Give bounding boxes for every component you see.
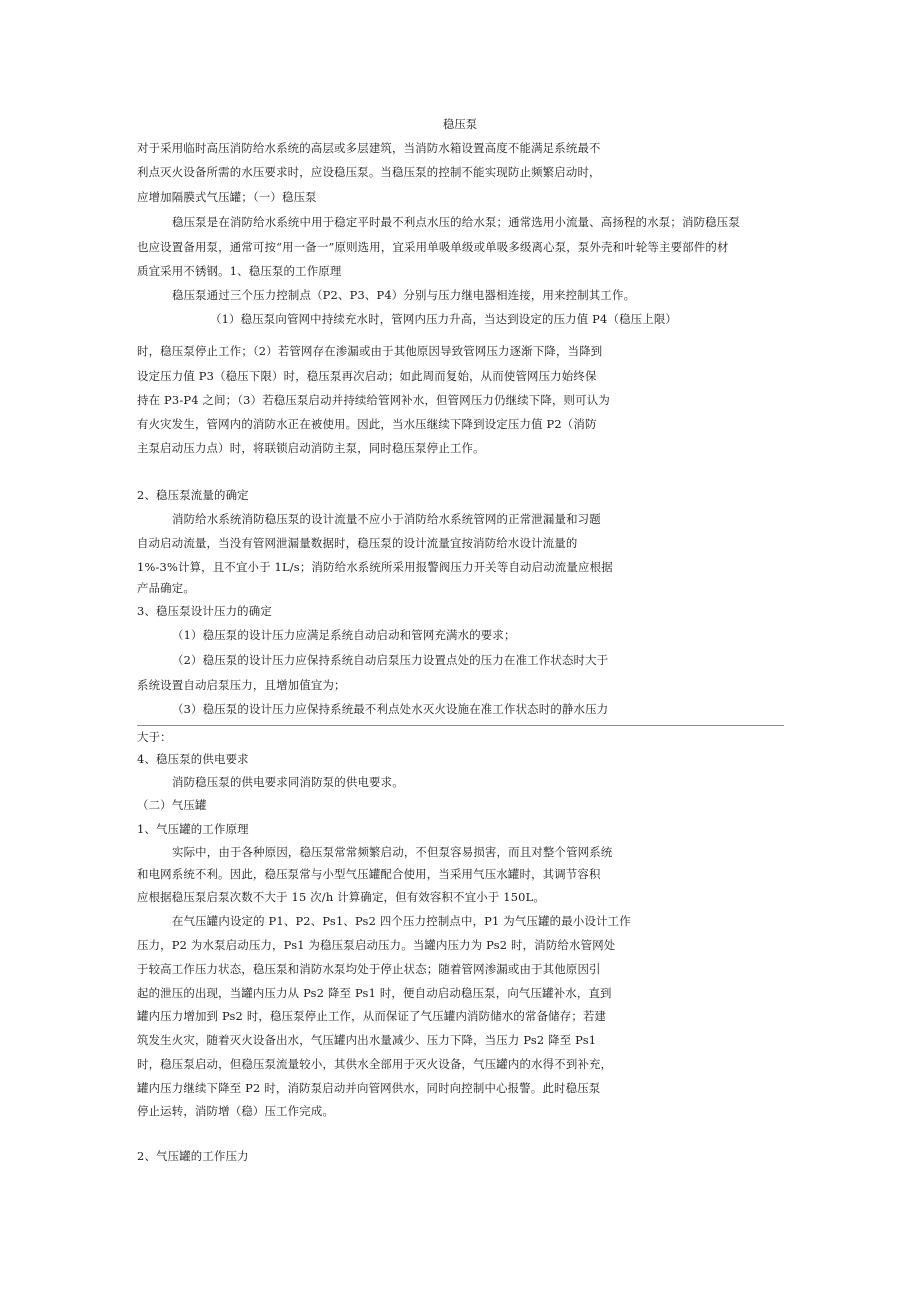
document-title: 稳压泵 bbox=[442, 117, 478, 131]
text-line: （1）稳压泵的设计压力应满足系统自动启动和管网充满水的要求； bbox=[172, 628, 516, 642]
section-heading: 2、稳压泵流量的确定 bbox=[137, 488, 249, 502]
section-heading: （二）气压罐 bbox=[137, 798, 207, 812]
text-line: 实际中，由于各种原因，稳压泵常常频繁启动，不但泵容易损害，而且对整个管网系统 bbox=[172, 845, 613, 859]
section-heading: 2、气压罐的工作压力 bbox=[137, 1149, 249, 1163]
page-divider bbox=[137, 725, 784, 726]
section-heading: 1、气压罐的工作原理 bbox=[137, 822, 249, 836]
text-line: 罐内压力继续下降至 P2 时，消防泵启动并向管网供水，同时向控制中心报警。此时稳压泵 bbox=[137, 1081, 601, 1095]
section-heading: 3、稳压泵设计压力的确定 bbox=[137, 604, 272, 618]
text-line: 质宜采用不锈钢。1、稳压泵的工作原理 bbox=[137, 264, 342, 278]
text-line: 消防稳压泵的供电要求同消防泵的供电要求。 bbox=[172, 775, 404, 789]
section-heading: 4、稳压泵的供电要求 bbox=[137, 752, 249, 766]
text-line: 在气压罐内设定的 P1、P2、Ps1、Ps2 四个压力控制点中，P1 为气压罐的最小设计工作 bbox=[172, 914, 631, 928]
text-line: 自动启动流量，当没有管网泄漏量数据时，稳压泵的设计流量宜按消防给水设计流量的 bbox=[137, 536, 578, 550]
text-line: 应根据稳压泵启泵次数不大于 15 次/h 计算确定，但有效容积不宜小于 150L。 bbox=[137, 890, 545, 904]
text-line: 产品确定。 bbox=[137, 581, 195, 595]
text-line: 停止运转，消防增（稳）压工作完成。 bbox=[137, 1104, 335, 1118]
text-line: 主泵启动压力点）时，将联锁启动消防主泵，同时稳压泵停止工作。 bbox=[137, 441, 485, 455]
text-line: 对于采用临时高压消防给水系统的高层或多层建筑，当消防水箱设置高度不能满足系统最不 bbox=[137, 141, 601, 155]
text-line: 起的泄压的出现，当罐内压力从 Ps2 降至 Ps1 时，便自动启动稳压泵，向气压罐补水，直到 bbox=[137, 986, 612, 1000]
text-line: 利点灭火设备所需的水压要求时，应设稳压泵。当稳压泵的控制不能实现防止频繁启动时， bbox=[137, 165, 601, 179]
text-line: 1%-3%计算，且不宜小于 1L/s；消防给水系统所采用报警阀压力开关等自动启动流量应根据 bbox=[137, 560, 613, 574]
text-line: （1）稳压泵向管网中持续充水时，管网内压力升高，当达到设定的压力值 P4（稳压上限） bbox=[210, 312, 678, 326]
text-line: 压力，P2 为水泵启动压力，Ps1 为稳压泵启动压力。当罐内压力为 Ps2 时，消防给水管网处 bbox=[137, 938, 616, 952]
text-line: 设定压力值 P3（稳压下限）时，稳压泵再次启动；如此周而复始，从而使管网压力始终保 bbox=[137, 369, 597, 383]
text-line: 稳压泵是在消防给水系统中用于稳定平时最不利点水压的给水泵；通常选用小流量、高扬程的水泵；消防稳压泵 bbox=[172, 215, 740, 229]
text-line: 消防给水系统消防稳压泵的设计流量不应小于消防给水系统管网的正常泄漏量和习题 bbox=[172, 512, 601, 526]
text-line: （3）稳压泵的设计压力应保持系统最不利点处水灭火设施在准工作状态时的静水压力 bbox=[172, 702, 609, 716]
text-line: 有火灾发生，管网内的消防水正在被使用。因此，当水压继续下降到设定压力值 P2（消防 bbox=[137, 417, 597, 431]
text-line: 大于： bbox=[137, 730, 172, 744]
text-line: 时，稳压泵停止工作；（2）若管网存在渗漏或由于其他原因导致管网压力逐渐下降，当降到 bbox=[137, 344, 603, 358]
text-line: 和电网系统不利。因此，稳压泵常与小型气压罐配合使用，当采用气压水罐时，其调节容积 bbox=[137, 867, 601, 881]
text-line: 系统设置自动启泵压力，且增加值宜为； bbox=[137, 678, 346, 692]
text-line: 应增加隔膜式气压罐；（一）稳压泵 bbox=[137, 190, 317, 204]
text-line: 筑发生火灾，随着灭火设备出水，气压罐内出水量减少、压力下降，当压力 Ps2 降至 Ps1 bbox=[137, 1033, 597, 1047]
text-line: 也应设置备用泵，通常可按“用一备一”原则选用，宜采用单吸单级或单吸多级离心泵，泵外壳和叶轮等主要部件的材 bbox=[137, 240, 729, 254]
text-line: （2）稳压泵的设计压力应保持系统自动启泵压力设置点处的压力在准工作状态时大于 bbox=[172, 653, 609, 667]
text-line: 于较高工作压力状态，稳压泵和消防水泵均处于停止状态；随着管网渗漏或由于其他原因引 bbox=[137, 962, 601, 976]
text-line: 稳压泵通过三个压力控制点（P2、P3、P4）分别与压力继电器相连接，用来控制其工作。 bbox=[172, 288, 636, 302]
text-line: 持在 P3-P4 之间；（3）若稳压泵启动并持续给管网补水，但管网压力仍继续下降，则可认为 bbox=[137, 393, 610, 407]
text-line: 罐内压力增加到 Ps2 时，稳压泵停止工作，从而保证了气压罐内消防储水的常备储存；若建 bbox=[137, 1009, 607, 1023]
text-line: 时，稳压泵启动，但稳压泵流量较小，其供水全部用于灭火设备，气压罐内的水得不到补充， bbox=[137, 1057, 613, 1071]
